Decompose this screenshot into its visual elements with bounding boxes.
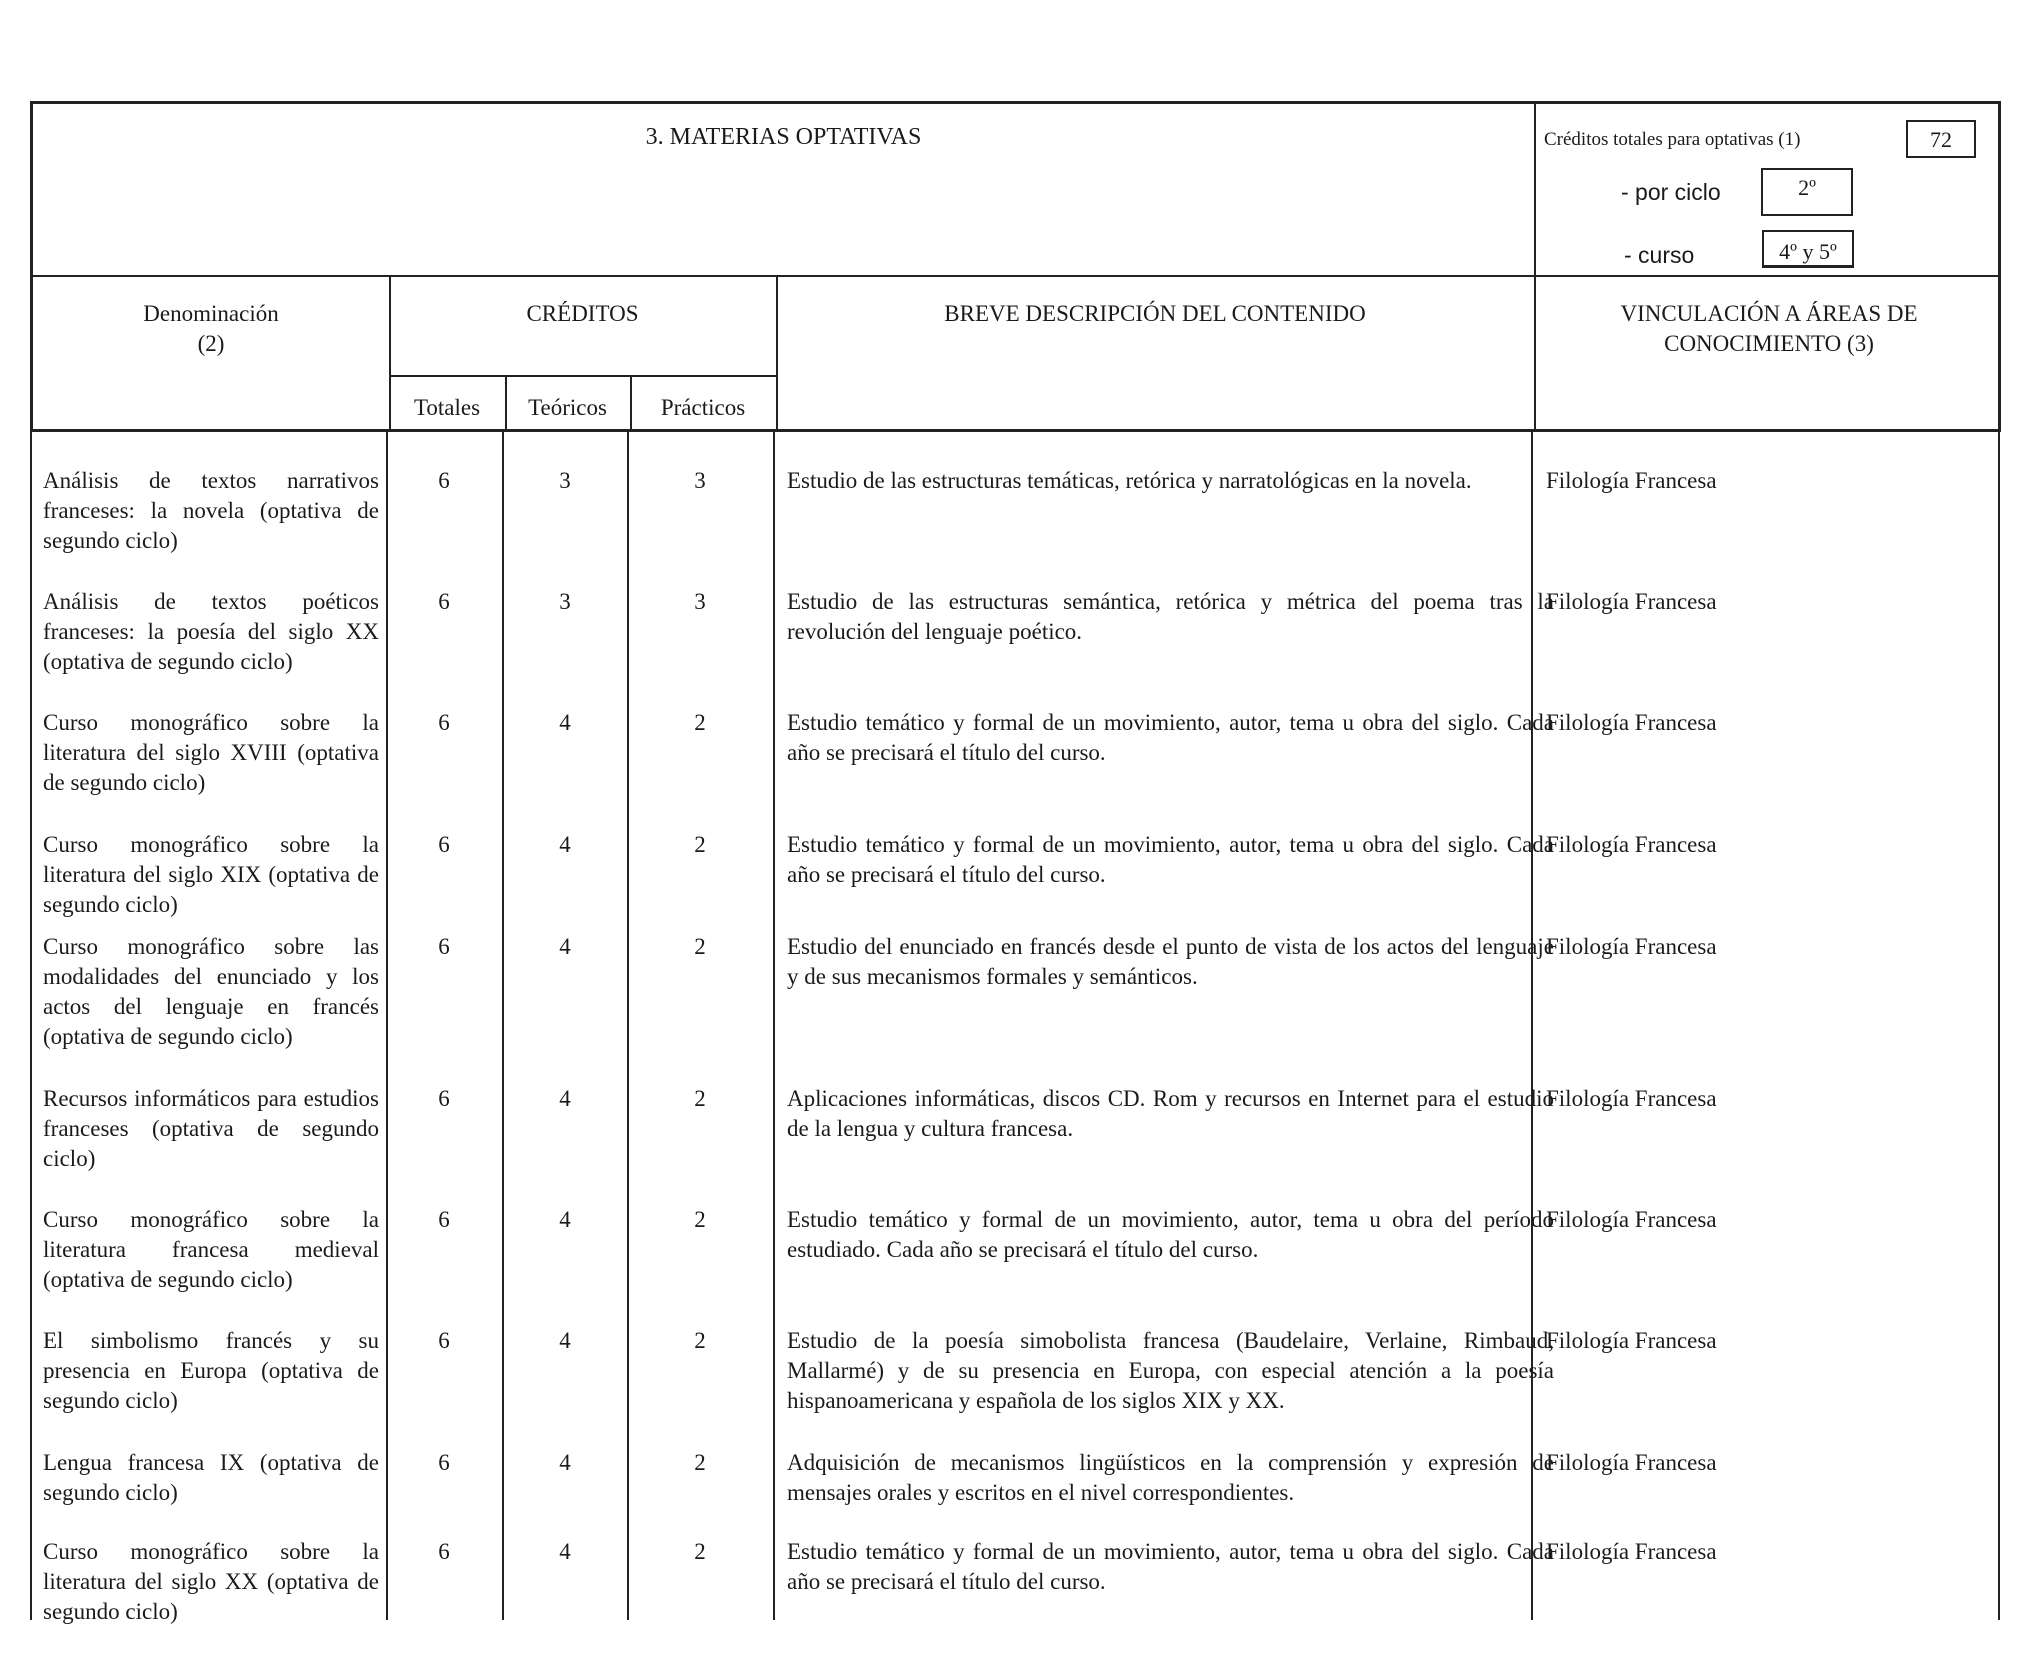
knowledge-area: Filología Francesa bbox=[1546, 710, 1717, 735]
course-name: Análisis de textos poéticos franceses: la poesía del siglo XX (optativa de segundo ciclo) bbox=[43, 589, 379, 674]
creditos-teoricos: 4 bbox=[559, 832, 571, 857]
creditos-totales: 6 bbox=[438, 832, 450, 857]
course-description: Estudio del enunciado en francés desde el punto de vista de los actos del lenguaje y de sus mecanismos formales y semánticos. bbox=[787, 934, 1554, 989]
course-name: Curso monográfico sobre la literatura del siglo XX (optativa de segundo ciclo) bbox=[43, 1539, 379, 1624]
column-headers bbox=[30, 277, 2001, 432]
creditos-totales: 6 bbox=[438, 1539, 450, 1564]
course-description: Estudio temático y formal de un movimiento, autor, tema u obra del siglo. Cada año se precisará el título del curso. bbox=[787, 710, 1554, 765]
course-name: Análisis de textos narrativos franceses: la novela (optativa de segundo ciclo) bbox=[43, 468, 379, 553]
knowledge-area: Filología Francesa bbox=[1546, 1539, 1717, 1564]
knowledge-area: Filología Francesa bbox=[1546, 1086, 1717, 1111]
header-creditos: CRÉDITOS bbox=[526, 301, 639, 326]
course-description: Estudio de las estructuras temáticas, retórica y narratológicas en la novela. bbox=[787, 468, 1472, 493]
header-practicos: Prácticos bbox=[660, 395, 746, 420]
creditos-teoricos: 4 bbox=[559, 1207, 571, 1232]
creditos-practicos: 2 bbox=[694, 832, 706, 857]
course-name: Curso monográfico sobre las modalidades del enunciado y los actos del lenguaje en francés (optativa de segundo ciclo) bbox=[43, 934, 379, 1049]
body-divider bbox=[386, 432, 388, 1620]
creditos-practicos: 3 bbox=[694, 468, 706, 493]
course-description: Estudio temático y formal de un movimiento, autor, tema u obra del período estudiado. Cada año se precisará el título del curso. bbox=[787, 1207, 1554, 1262]
creditos-totales: 6 bbox=[438, 710, 450, 735]
curso-value: 4º y 5º bbox=[1762, 230, 1854, 268]
creditos-totales: 6 bbox=[438, 1328, 450, 1353]
creditos-practicos: 2 bbox=[694, 1450, 706, 1475]
header-divider bbox=[1534, 104, 1536, 275]
course-name: Curso monográfico sobre la literatura francesa medieval (optativa de segundo ciclo) bbox=[43, 1207, 379, 1292]
course-name: El simbolismo francés y su presencia en Europa (optativa de segundo ciclo) bbox=[43, 1328, 379, 1413]
course-description: Adquisición de mecanismos lingüísticos en la comprensión y expresión de mensajes orales y escritos en el nivel correspondientes. bbox=[787, 1450, 1554, 1505]
header-vinculacion bbox=[1534, 299, 2004, 359]
body-divider bbox=[773, 432, 775, 1620]
course-name: Curso monográfico sobre la literatura del siglo XVIII (optativa de segundo ciclo) bbox=[43, 710, 379, 795]
creditos-totales: 6 bbox=[438, 1207, 450, 1232]
creditos-practicos: 2 bbox=[694, 710, 706, 735]
por-ciclo-label: - por ciclo bbox=[1621, 179, 1721, 205]
creditos-subdivider bbox=[389, 375, 776, 377]
creditos-teoricos: 4 bbox=[559, 710, 571, 735]
course-description: Estudio de la poesía simobolista francesa (Baudelaire, Verlaine, Rimbaud, Mallarmé) y de su presencia en Europa, con especial atención a la poesía hispanoamericana y española de los siglos XIX y XX. bbox=[787, 1328, 1554, 1413]
creditos-practicos: 2 bbox=[694, 1207, 706, 1232]
creditos-teoricos: 3 bbox=[559, 468, 571, 493]
knowledge-area: Filología Francesa bbox=[1546, 589, 1717, 614]
course-description: Estudio temático y formal de un movimiento, autor, tema u obra del siglo. Cada año se precisará el título del curso. bbox=[787, 832, 1554, 887]
creditos-teoricos: 4 bbox=[559, 1328, 571, 1353]
header-vinculacion-line1: VINCULACIÓN A ÁREAS DE bbox=[1620, 301, 1918, 326]
creditos-totales: 6 bbox=[438, 589, 450, 614]
creditos-practicos: 2 bbox=[694, 1086, 706, 1111]
knowledge-area: Filología Francesa bbox=[1546, 934, 1717, 959]
creditos-totales: 6 bbox=[438, 934, 450, 959]
header-denominacion-label: Denominación bbox=[143, 301, 279, 326]
header-vinculacion-line2: CONOCIMIENTO (3) bbox=[1664, 331, 1874, 356]
knowledge-area: Filología Francesa bbox=[1546, 832, 1717, 857]
creditos-totales: 6 bbox=[438, 468, 450, 493]
creditos-practicos: 2 bbox=[694, 1539, 706, 1564]
course-name: Lengua francesa IX (optativa de segundo ciclo) bbox=[43, 1450, 379, 1505]
creditos-teoricos: 4 bbox=[559, 1539, 571, 1564]
course-name: Recursos informáticos para estudios franceses (optativa de segundo ciclo) bbox=[43, 1086, 379, 1171]
creditos-totales: 6 bbox=[438, 1450, 450, 1475]
por-ciclo-value: 2º bbox=[1761, 168, 1853, 216]
course-description: Estudio de las estructuras semántica, retórica y métrica del poema tras la revolución del lenguaje poético. bbox=[787, 589, 1554, 644]
creditos-practicos: 2 bbox=[694, 934, 706, 959]
table-body bbox=[30, 432, 2001, 1624]
creditos-teoricos: 4 bbox=[559, 934, 571, 959]
section-title: 3. MATERIAS OPTATIVAS bbox=[645, 124, 922, 150]
curso-label: - curso bbox=[1624, 242, 1695, 268]
creditos-totales-label: Créditos totales para optativas (1) bbox=[1544, 129, 1801, 150]
creditos-teoricos: 4 bbox=[559, 1086, 571, 1111]
creditos-practicos: 2 bbox=[694, 1328, 706, 1353]
body-divider bbox=[502, 432, 504, 1620]
header-denominacion-note: (2) bbox=[197, 331, 225, 356]
creditos-teoricos: 4 bbox=[559, 1450, 571, 1475]
course-description: Aplicaciones informáticas, discos CD. Rom y recursos en Internet para el estudio de la lengua y cultura francesa. bbox=[787, 1086, 1554, 1141]
knowledge-area: Filología Francesa bbox=[1546, 1207, 1717, 1232]
knowledge-area: Filología Francesa bbox=[1546, 1450, 1717, 1475]
body-border bbox=[1998, 432, 2000, 1620]
creditos-totales-value: 72 bbox=[1906, 120, 1976, 158]
knowledge-area: Filología Francesa bbox=[1546, 1328, 1717, 1353]
creditos-practicos: 3 bbox=[694, 589, 706, 614]
knowledge-area: Filología Francesa bbox=[1546, 468, 1717, 493]
course-description: Estudio temático y formal de un movimiento, autor, tema u obra del siglo. Cada año se precisará el título del curso. bbox=[787, 1539, 1554, 1594]
body-divider bbox=[627, 432, 629, 1620]
header-denominacion bbox=[33, 299, 389, 359]
creditos-totales: 6 bbox=[438, 1086, 450, 1111]
header-descripcion: BREVE DESCRIPCIÓN DEL CONTENIDO bbox=[944, 301, 1366, 326]
creditos-teoricos: 3 bbox=[559, 589, 571, 614]
header-totales: Totales bbox=[413, 395, 481, 420]
course-name: Curso monográfico sobre la literatura del siglo XIX (optativa de segundo ciclo) bbox=[43, 832, 379, 917]
header-teoricos: Teóricos bbox=[528, 395, 607, 420]
body-border bbox=[30, 432, 32, 1620]
section-header bbox=[30, 101, 2001, 277]
